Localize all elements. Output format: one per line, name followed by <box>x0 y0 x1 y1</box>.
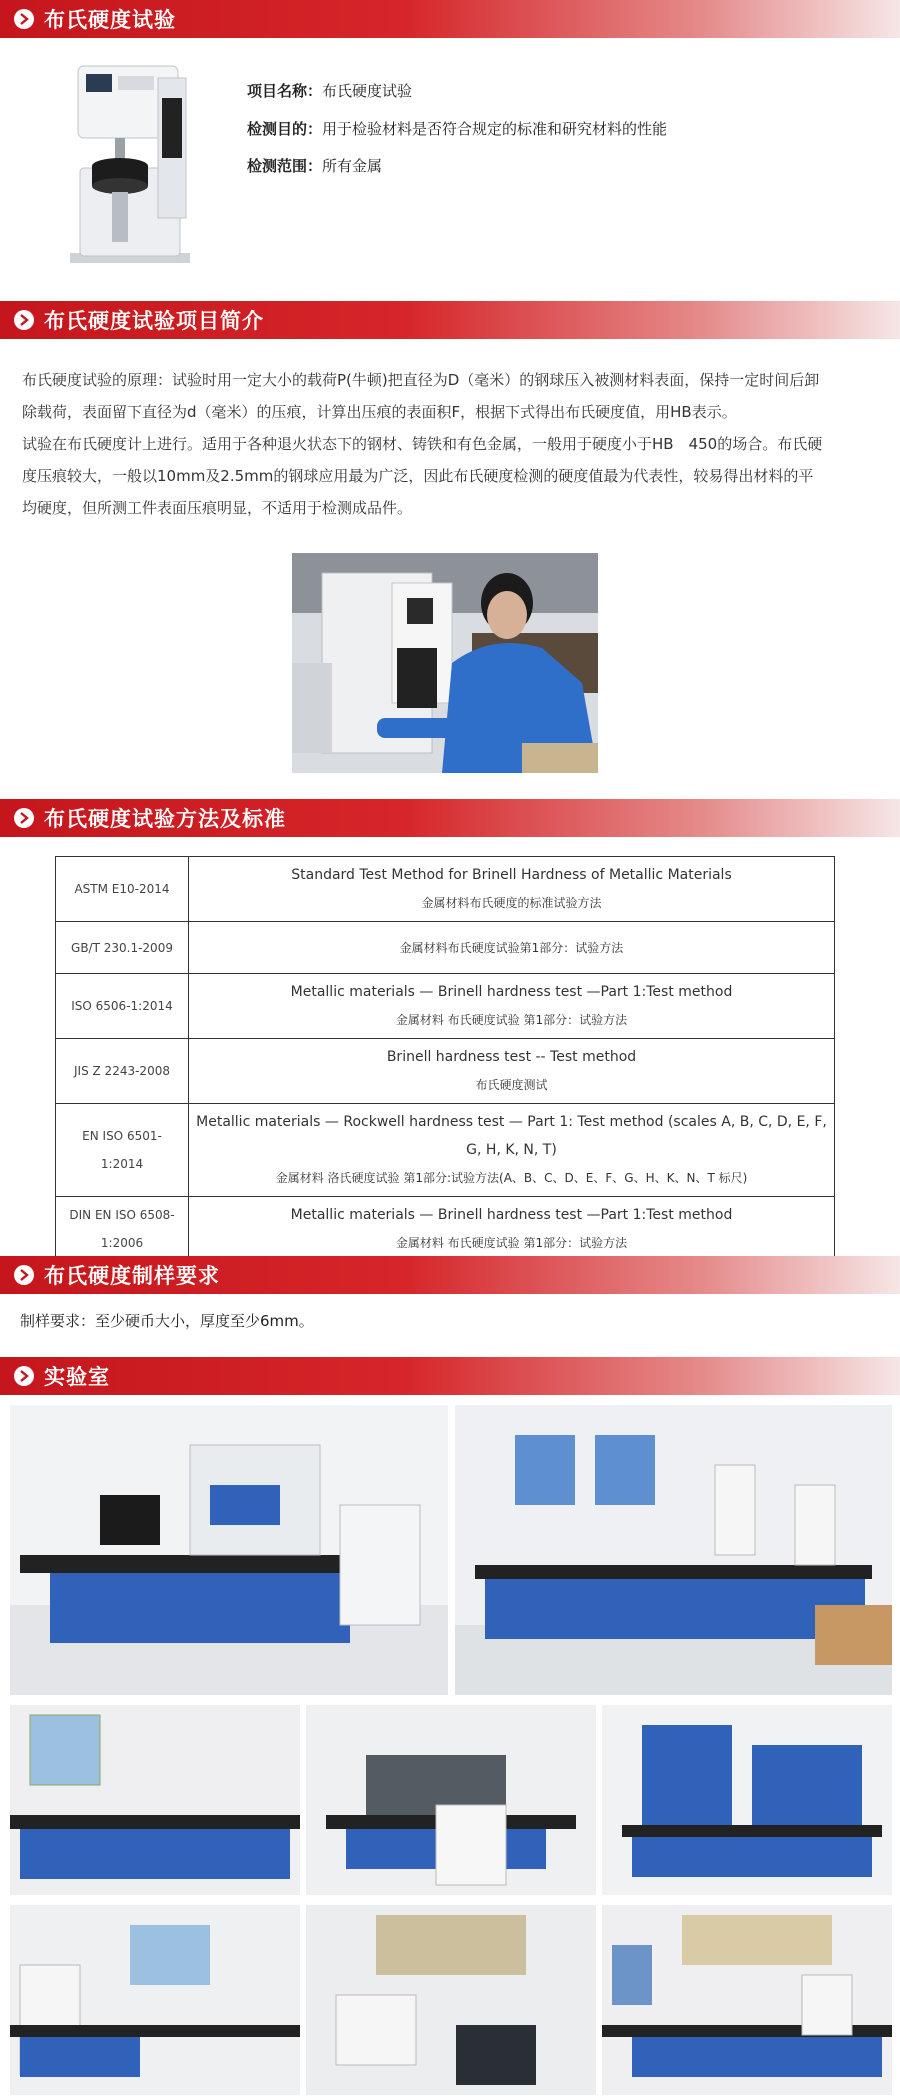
section-title: 布氏硬度制样要求 <box>44 1264 220 1288</box>
standard-title <box>189 922 835 974</box>
info-scope-label: 检测范围： <box>247 157 323 175</box>
lab-photo <box>306 1905 596 2095</box>
lab-photo <box>10 1705 300 1895</box>
info-purpose <box>247 118 667 139</box>
standard-code: EN ISO 6501-1:2014 <box>56 1104 189 1197</box>
sample-requirement-text: 制样要求：至少硬币大小，厚度至少6mm。 <box>20 1312 314 1330</box>
section-header-laboratory <box>0 1357 900 1395</box>
intro-line: 试验在布氏硬度计上进行。适用于各种退火状态下的钢材、铸铁和有色金属，一般用于硬度小于HB 450的场合。布氏硬 <box>22 435 823 453</box>
standard-code: ISO 6506-1:2014 <box>56 974 189 1039</box>
standard-title <box>189 1104 835 1197</box>
standard-code: JIS Z 2243-2008 <box>56 1039 189 1104</box>
hardness-tester-image <box>60 58 210 268</box>
standards-table <box>55 856 835 1262</box>
intro-line: 度压痕较大，一般以10mm及2.5mm的钢球应用最为广泛，因此布氏硬度检测的硬度值最为代表性，较易得出材料的平 <box>22 467 814 485</box>
section-title: 布氏硬度试验 <box>44 8 176 32</box>
table-row <box>56 857 835 922</box>
intro-paragraph <box>22 364 882 524</box>
standard-code: DIN EN ISO 6508-1:2006 <box>56 1197 189 1262</box>
section-header-sample-requirements <box>0 1256 900 1294</box>
lab-photo <box>455 1405 892 1695</box>
standard-title-en: Metallic materials — Brinell hardness test —Part 1:Test method <box>290 1207 733 1223</box>
section-header-intro <box>0 301 900 339</box>
info-purpose-value: 用于检验材料是否符合规定的标准和研究材料的性能 <box>322 120 668 138</box>
lab-photo <box>10 1905 300 2095</box>
operator-photo <box>292 553 598 773</box>
standard-title <box>189 1197 835 1262</box>
intro-line: 除载荷，表面留下直径为d（毫米）的压痕，计算出压痕的表面积F，根据下式得出布氏硬度值，用HB表示。 <box>22 403 737 421</box>
standard-title <box>189 857 835 922</box>
standard-title-en: Standard Test Method for Brinell Hardness of Metallic Materials <box>291 867 732 883</box>
standard-title-cn: 金属材料 布氏硬度试验 第1部分：试验方法 <box>395 1013 628 1027</box>
standard-code: ASTM E10-2014 <box>56 857 189 922</box>
info-name <box>247 80 412 101</box>
lab-photo <box>602 1705 892 1895</box>
standard-code: GB/T 230.1-2009 <box>56 922 189 974</box>
standard-title-cn: 金属材料布氏硬度的标准试验方法 <box>421 896 602 910</box>
table-row <box>56 974 835 1039</box>
arrow-circle-icon <box>14 808 34 828</box>
intro-line: 布氏硬度试验的原理：试验时用一定大小的载荷P(牛顿)把直径为D（毫米）的钢球压入被测材料表面，保持一定时间后卸 <box>22 371 820 389</box>
section-header-brinell-test <box>0 0 900 38</box>
table-row <box>56 922 835 974</box>
standard-title-cn: 布氏硬度测试 <box>475 1078 548 1092</box>
info-scope-value: 所有金属 <box>322 157 383 175</box>
lab-photo <box>602 1905 892 2095</box>
arrow-circle-icon <box>14 310 34 330</box>
arrow-circle-icon <box>14 1366 34 1386</box>
table-row <box>56 1039 835 1104</box>
info-name-value: 布氏硬度试验 <box>322 82 413 100</box>
section-title: 实验室 <box>44 1365 110 1389</box>
lab-photo <box>306 1705 596 1895</box>
standard-title-en: Metallic materials — Brinell hardness test —Part 1:Test method <box>290 984 733 1000</box>
section-title: 布氏硬度试验方法及标准 <box>44 807 286 831</box>
table-row <box>56 1197 835 1262</box>
standard-title <box>189 1039 835 1104</box>
standard-title <box>189 974 835 1039</box>
standard-title-cn: 金属材料布氏硬度试验第1部分：试验方法 <box>399 940 624 955</box>
info-purpose-label: 检测目的： <box>247 120 323 138</box>
section-header-standards <box>0 799 900 837</box>
standard-title-cn: 金属材料 洛氏硬度试验 第1部分:试验方法(A、B、C、D、E、F、G、H、K、N、T 标尺) <box>275 1171 748 1185</box>
info-name-label: 项目名称： <box>247 82 323 100</box>
arrow-circle-icon <box>14 9 34 29</box>
info-scope <box>247 155 382 176</box>
section-title: 布氏硬度试验项目简介 <box>44 309 264 333</box>
standard-title-cn: 金属材料 布氏硬度试验 第1部分：试验方法 <box>395 1236 628 1250</box>
lab-photo <box>10 1405 448 1695</box>
standard-title-en: Brinell hardness test -- Test method <box>386 1049 637 1065</box>
standard-title-en: Metallic materials — Rockwell hardness test — Part 1: Test method (scales A, B, C, D, E, F, G, H, K, N, T) <box>196 1114 827 1158</box>
intro-line: 均硬度，但所测工件表面压痕明显，不适用于检测成品件。 <box>22 499 413 517</box>
table-row <box>56 1104 835 1197</box>
arrow-circle-icon <box>14 1265 34 1285</box>
